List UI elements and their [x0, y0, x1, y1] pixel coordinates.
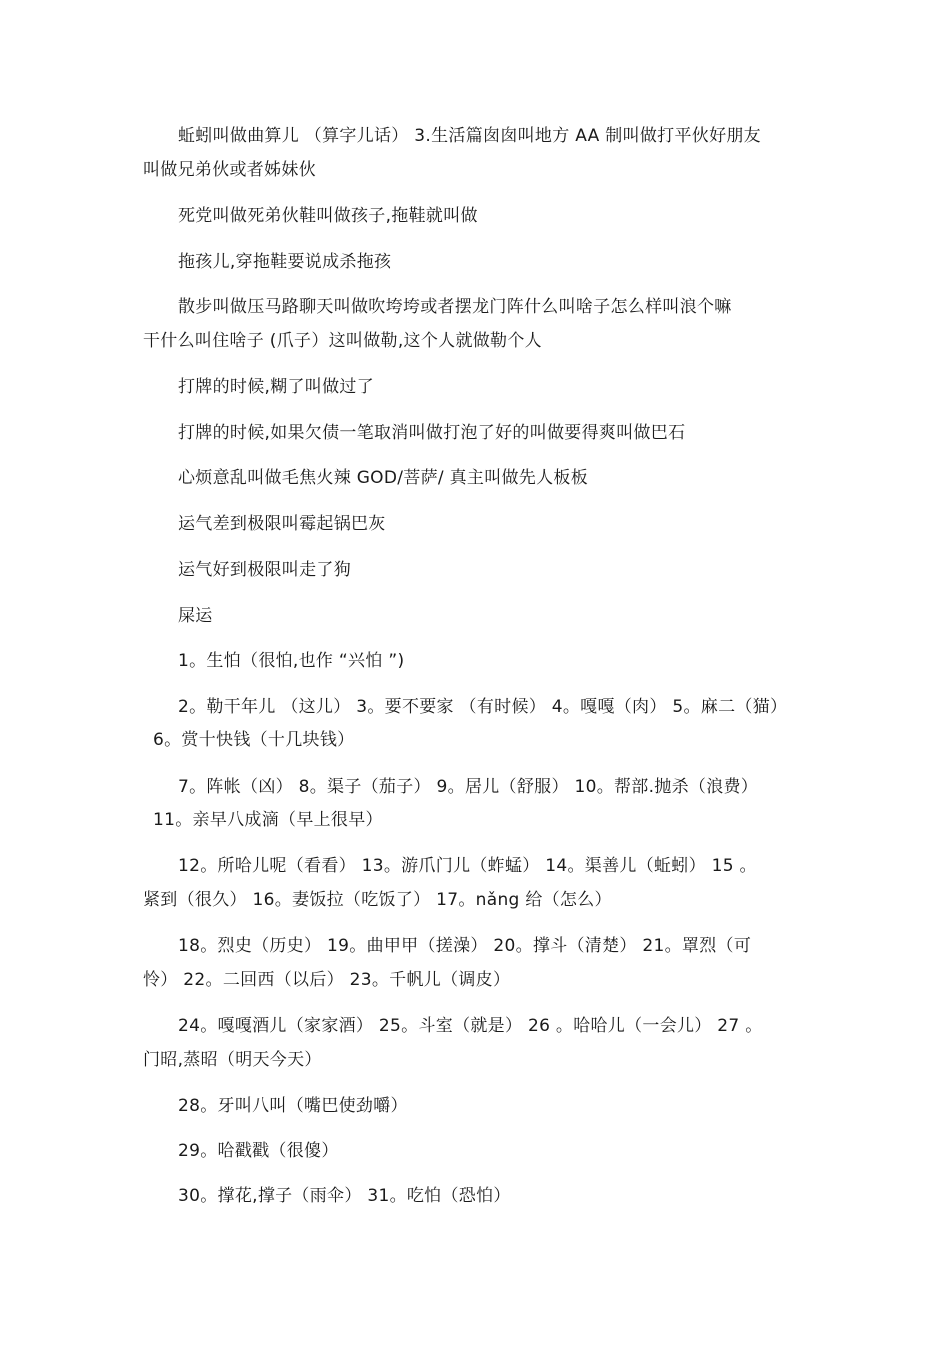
text-line: 门昭,蒸昭（明天今天） [143, 1050, 322, 1070]
text-line: 打牌的时候,如果欠债一笔取消叫做打泡了好的叫做要得爽叫做巴石 [178, 423, 686, 443]
text-line: 蚯蚓叫做曲算儿 （算字儿话） 3.生活篇囱囱叫地方 AA 制叫做打平伙好朋友 [178, 126, 761, 146]
text-line: 12。所哈儿呢（看看） 13。游爪门儿（蚱蜢） 14。渠善儿（蚯蚓） 15 。 [178, 856, 757, 876]
text-line: 怜） 22。二回西（以后） 23。千帆儿（调皮） [143, 970, 511, 990]
text-line: 死党叫做死弟伙鞋叫做孩子,拖鞋就叫做 [178, 206, 478, 226]
text-line: 屎运 [178, 606, 213, 626]
text-line: 散步叫做压马路聊天叫做吹垮垮或者摆龙门阵什么叫啥子怎么样叫浪个嘛 [178, 297, 732, 317]
text-line: 运气差到极限叫霉起锅巴灰 [178, 514, 386, 534]
text-line: 28。牙叫八叫（嘴巴使劲嚼） [178, 1096, 408, 1116]
text-line: 拖孩儿,穿拖鞋要说成杀拖孩 [178, 252, 392, 272]
text-line: 紧到（很久） 16。妻饭拉（吃饭了） 17。nǎng 给（怎么） [143, 890, 612, 910]
text-line: 打牌的时候,糊了叫做过了 [178, 377, 375, 397]
text-line: 1。生怕（很怕,也作 “兴怕 ”) [178, 651, 405, 671]
text-line: 29。哈戳戳（很傻） [178, 1141, 339, 1161]
text-line: 6。赏十快钱（十几块钱） [153, 730, 355, 750]
text-line: 18。烈史（历史） 19。曲甲甲（搓澡） 20。撑斗（清楚） 21。罩烈（可 [178, 936, 752, 956]
text-line: 叫做兄弟伙或者姊妹伙 [143, 160, 316, 180]
text-line: 11。亲早八成滴（早上很早） [153, 810, 383, 830]
text-line: 干什么叫住啥子 (爪子）这叫做勒,这个人就做勒个人 [143, 331, 542, 351]
text-line: 24。嘎嘎酒儿（家家酒） 25。斗室（就是） 26 。哈哈儿（一会儿） 27 。 [178, 1016, 763, 1036]
text-line: 2。勒干年儿 （这儿） 3。要不要家 （有时候） 4。嘎嘎（肉） 5。麻二（猫） [178, 697, 788, 717]
text-line: 7。阵帐（凶） 8。渠子（茄子） 9。居儿（舒服） 10。帮部.抛杀（浪费） [178, 777, 759, 797]
text-line: 心烦意乱叫做毛焦火辣 GOD/菩萨/ 真主叫做先人板板 [178, 468, 589, 488]
text-line: 30。撑花,撑子（雨伞） 31。吃怕（恐怕） [178, 1186, 511, 1206]
text-line: 运气好到极限叫走了狗 [178, 560, 351, 580]
